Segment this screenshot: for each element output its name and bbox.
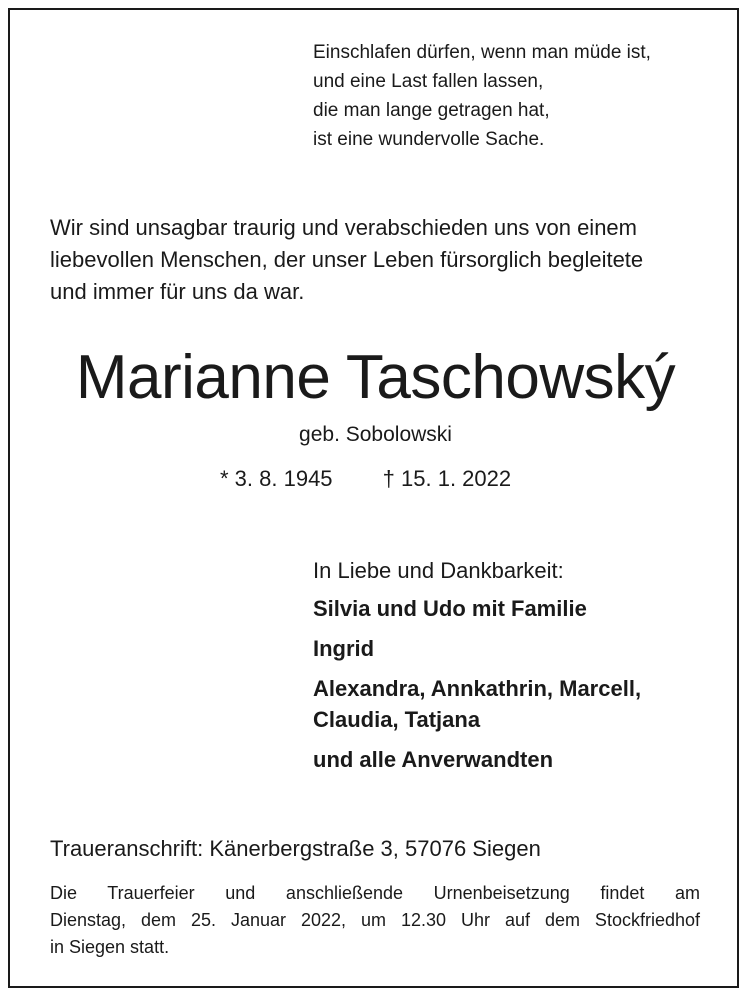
deceased-name: Marianne Taschowský [75,343,676,412]
death-date: † 15. 1. 2022 [382,466,512,491]
intro-line: und immer für uns da war. [50,279,305,304]
intro-line: liebevollen Menschen, der unser Leben fürsorglich begleitete [50,247,644,272]
family-member-line: Alexandra, Annkathrin, Marcell, [313,676,642,701]
family-member: Silvia und Udo mit Familie [313,596,587,621]
poem [313,38,651,154]
life-dates [220,463,511,495]
notice-line: Die Trauerfeier und anschließende Urnenbeisetzung findet am [50,883,700,903]
family-signatures [313,555,641,784]
poem-line: ist eine wundervolle Sache. [313,129,545,150]
maiden-name: geb. Sobolowski [299,423,452,446]
family-member: Ingrid [313,636,375,661]
poem-line: und eine Last fallen lassen, [313,71,544,92]
notice-line: Dienstag, dem 25. Januar 2022, um 12.30 Uhr auf dem Stockfriedhof [50,910,700,930]
family-member-line: Claudia, Tatjana [313,707,481,732]
funeral-notice [50,880,700,961]
birth-date: * 3. 8. 1945 [220,466,333,491]
intro-text [50,212,710,308]
poem-line: Einschlafen dürfen, wenn man müde ist, [313,42,651,63]
family-member: und alle Anverwandten [313,747,554,772]
poem-line: die man lange getragen hat, [313,100,550,121]
intro-line: Wir sind unsagbar traurig und verabschieden uns von einem [50,215,637,240]
thanks-line: In Liebe und Dankbarkeit: [313,558,564,583]
notice-line: in Siegen statt. [50,937,170,957]
mourning-address: Traueranschrift: Känerbergstraße 3, 57076 Siegen [50,836,541,861]
family-member [313,673,641,735]
